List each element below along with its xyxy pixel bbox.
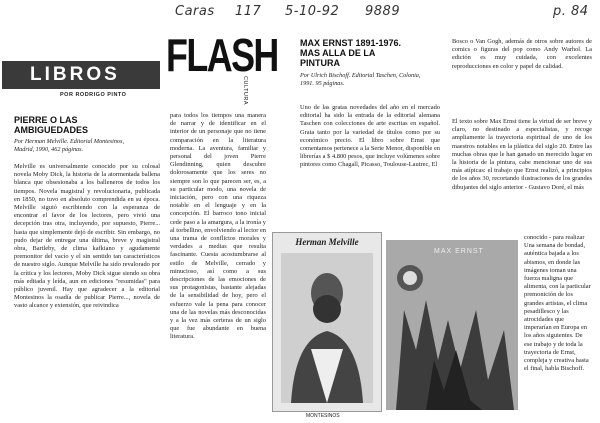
stamp-issue: 117 [235, 4, 262, 19]
article1-headline-line1: PIERRE O LAS [14, 115, 78, 125]
stamp-date: 5-10-92 [285, 4, 340, 19]
melville-portrait-image [281, 253, 373, 403]
article2-body-4a: Bosco o Van Gogh, además de otros sobre autores de comics o figuras del pop como Andy Warhol. La edición es muy cuidada, con excelentes reproducciones en color y papel de calidad. [452, 38, 592, 70]
article2-column-3 [300, 104, 440, 228]
section-header-bar [2, 61, 160, 89]
stamp-page: p. 84 [553, 4, 589, 19]
section-byline: POR RODRIGO PINTO [60, 92, 127, 98]
article2-headline-line2: MAS ALLA DE LA [300, 48, 376, 58]
article2-body-4c: conocido - para realizar Una semana de bondad, auténtica bajada a los abismos, en donde las imágenes toman una fuerza maligna que alimenta, con la particular premonición de los grandes artistas, el clima pesadillesco y las atrocidades que imperarían en Europa en los años siguientes. De ese trabajo y de toda la trayectoria de Ernst, compleja y creativa hasta el final, habla Bischoff. [524, 234, 591, 373]
article2-headline-line3: PINTURA [300, 58, 340, 68]
article1-headline [14, 115, 88, 135]
article1-body-2: para todos los tiempos una manera de narrar y de identificar en el interior de un personaje que no tiene comparación en la literatura moderna. La aventura, familiar y personal del joven Pierre Glendinning, quien descubre dolorosamente que los seres no siempre son lo que parecen ser, es, a su particular modo, una novela de iniciación, pero con una riqueza notable en el lenguaje y en la concepción. El barroco tono inicial cede paso a la amargura, a la ironía y al torbellino, envolviendo al lector en una trama de conflictos morales y verdades a medias que resulta fascinante. Cuesta acostumbrarse al estilo de Melville, cerrado y minucioso, así como a sus descripciones de las emociones de sus protagonistas, bastante alejadas de la sensibilidad de hoy, pero el esfuerzo vale la pena para conocer una de las novelas más desconocidas y a la vez más certeras de un siglo que fue abundante en buena literatura. [170, 112, 266, 341]
article2-headline [300, 38, 401, 68]
article1-deck-line1: Por Herman Melville. Editorial Montesinos, [14, 138, 124, 145]
ernst-painting-image [386, 240, 518, 410]
article1-deck-line2: Madrid, 1990, 462 páginas. [14, 145, 84, 153]
flash-masthead: FLASH [166, 29, 278, 81]
melville-cover-label: Herman Melville [295, 237, 359, 247]
stamp-code: 9889 [365, 4, 401, 19]
section-title: LIBROS [30, 64, 120, 85]
ernst-cover-label: MAX ERNST [434, 248, 484, 255]
article2-deck-line2: 1991. 95 páginas. [300, 79, 345, 87]
article2-column-4b [452, 118, 592, 232]
article2-body-4b: El texto sobre Max Ernst tiene la virtud de ser breve y claro, no destinado a especialistas, y recoge ampliamente la trayectoria espiritual de uno de los maestros notables en la plástica del siglo 20. Entre las muchas obras que le han ganado un merecido lugar en la historia de la pintura, cabe mencionar uno de sus más atípicas: el trabajo que Ernst realizó, a principios de los años 30, recortando ilustraciones de los grandes dibujantes del siglo anterior - Gustavo Doré, el más [452, 118, 592, 191]
article2-body-3: Uno de las gratas novedades del año en el mercado editorial ha sido la entrada de la editorial alemana Taschen con colecciones de arte escritas en español. Grata tanto por la variedad de títulos como por su económico precio. El libro sobre Ernst que comentamos pertenece a la Serie Menor, disponible en librerías a $ 4.800 pesos, que incluye volúmenes sobre pintores como Chagall, Picasso, Toulouse-Lautrec, El [300, 104, 440, 169]
article2-column-4c [524, 234, 592, 419]
flash-tag: CULTURA [242, 76, 248, 106]
article2-deck [300, 72, 420, 87]
archive-stamp [175, 2, 595, 24]
ernst-book-photo [386, 240, 518, 410]
article2-column-4a [452, 38, 592, 110]
stamp-source: Caras [175, 4, 215, 19]
article1-headline-line2: AMBIGUEDADES [14, 125, 89, 135]
article1-body-1: Melville es universalmente conocido por su colosal novela Moby Dick, la historia de la atormentada ballena blanca que obsesionaba a los balleneros de todos los tiempos. Novela magistral y revolucionaria, publicada en 1850, no tuvo en absoluto comprendida en su época. Melville siguió escribiendo con la esperanza de encontrar el favor de los lectores, pero vivió una decepción tras otra, incluyendo, por supuesto, Pierre... hasta que simplemente dejó de escribir. Sin embargo, no pudo dejar de entregar una última, breve y magistral obra, Bartleby, de clima kafkiano y agudamente premonitor del vacío y el sin sentido tan característicos de nuestro siglo. Aunque Melville ha sido revalorado por la crítica y los lectores, Moby Dick sigue siendo su obra más editada y leída, aun en ediciones "resumidas" para público juvenil. Hay que agradecer a la editorial Montesinos la osadía de publicar Pierre..., novela de vasto alcance y extensión, que reivindica [14, 163, 160, 310]
article2-headline-line1: MAX ERNST 1891-1976. [300, 38, 402, 48]
article1-deck [14, 138, 124, 153]
melville-photo-caption: MONTESINOS [306, 413, 340, 419]
article1-column-2 [170, 112, 266, 419]
article1-column-1 [14, 163, 160, 419]
article2-deck-line1: Por Ulrich Bischoff. Editorial Taschen, Colonia, [300, 72, 421, 79]
melville-book-photo [272, 232, 382, 412]
